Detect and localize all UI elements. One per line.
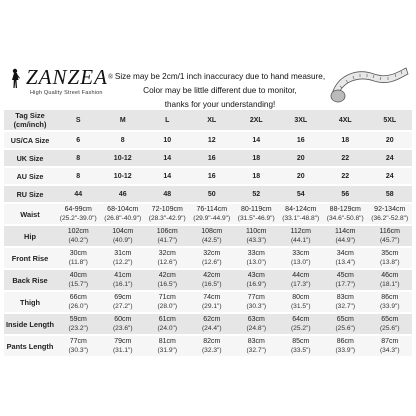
table-row <box>4 168 412 184</box>
inch-value: (34.6"-50.8") <box>326 215 364 222</box>
cm-value: 88-129cm <box>329 206 361 213</box>
table-cell <box>145 270 190 290</box>
inch-value: (40.9") <box>112 237 133 244</box>
inch-value: (40.2") <box>68 237 89 244</box>
row-label: Inside Length <box>4 314 56 334</box>
table-cell: 46 <box>101 186 146 202</box>
cm-value: 86cm <box>381 294 399 301</box>
measuring-tape-icon <box>328 64 410 104</box>
cm-value: 74cm <box>203 294 221 301</box>
table-cell <box>190 248 235 268</box>
table-cell <box>279 204 324 224</box>
inch-value: (29.9"-44.9") <box>193 215 231 222</box>
table-cell <box>56 226 101 246</box>
cm-value: 35cm <box>381 250 399 257</box>
table-row <box>4 292 412 312</box>
cm-value: 30cm <box>69 250 87 257</box>
row-label: Waist <box>4 204 56 224</box>
brand-tagline: High Quality Street Fashion <box>30 90 103 96</box>
inch-value: (13.0") <box>290 259 311 266</box>
table-cell <box>323 226 368 246</box>
table-cell <box>145 292 190 312</box>
cm-value: 65cm <box>381 316 399 323</box>
cm-value: 76-114cm <box>196 206 228 213</box>
table-row <box>4 132 412 148</box>
table-cell: 22 <box>323 150 368 166</box>
table-cell: 20 <box>279 150 324 166</box>
table-cell: 18 <box>234 150 279 166</box>
inch-value: (17.7") <box>335 281 356 288</box>
cm-value: 40cm <box>69 272 87 279</box>
size-header-cell: 2XL <box>234 110 279 130</box>
inch-value: (23.6") <box>112 325 133 332</box>
inch-value: (16.9") <box>246 281 267 288</box>
table-cell <box>234 226 279 246</box>
inch-value: (26.8"-40.9") <box>104 215 142 222</box>
cm-value: 84-124cm <box>285 206 317 213</box>
inch-value: (33.9") <box>379 303 400 310</box>
table-cell <box>145 248 190 268</box>
inch-value: (30.3") <box>246 303 267 310</box>
inch-value: (25.6") <box>379 325 400 332</box>
cm-value: 106cm <box>156 228 178 235</box>
table-cell: 54 <box>279 186 324 202</box>
row-label: Front Rise <box>4 248 56 268</box>
cm-value: 69cm <box>114 294 132 301</box>
table-cell: 48 <box>145 186 190 202</box>
table-cell <box>279 248 324 268</box>
table-cell <box>234 336 279 356</box>
table-cell: 52 <box>234 186 279 202</box>
table-cell <box>190 292 235 312</box>
table-cell: 22 <box>323 168 368 184</box>
inch-value: (32.7") <box>335 303 356 310</box>
table-cell: 14 <box>145 150 190 166</box>
cm-value: 31cm <box>114 250 132 257</box>
inch-value: (31.5") <box>290 303 311 310</box>
table-cell <box>56 314 101 334</box>
cm-value: 80cm <box>292 294 310 301</box>
table-cell: 24 <box>368 150 413 166</box>
inch-value: (25.2") <box>290 325 311 332</box>
table-cell <box>190 336 235 356</box>
size-header-cell: 5XL <box>368 110 413 130</box>
cm-value: 60cm <box>114 316 132 323</box>
table-cell <box>190 270 235 290</box>
table-cell <box>368 226 413 246</box>
size-notice <box>110 70 330 112</box>
inch-value: (16.1") <box>112 281 133 288</box>
cm-value: 66cm <box>69 294 87 301</box>
inch-value: (36.2"-52.8") <box>371 215 409 222</box>
cm-value: 46cm <box>381 272 399 279</box>
table-cell <box>145 336 190 356</box>
table-cell <box>368 248 413 268</box>
table-cell <box>234 314 279 334</box>
cm-value: 65cm <box>336 316 354 323</box>
table-cell: 10-12 <box>101 150 146 166</box>
cm-value: 92-134cm <box>374 206 406 213</box>
row-label: Back Rise <box>4 270 56 290</box>
inch-value: (13.0") <box>246 259 267 266</box>
inch-value: (43.3") <box>246 237 267 244</box>
table-cell: 58 <box>368 186 413 202</box>
table-row <box>4 150 412 166</box>
inch-value: (31.9") <box>157 347 178 354</box>
cm-value: 85cm <box>292 338 310 345</box>
row-label: Thigh <box>4 292 56 312</box>
size-header-cell: L <box>145 110 190 130</box>
table-cell <box>323 204 368 224</box>
notice-line: thanks for your understanding! <box>164 100 276 109</box>
cm-value: 110cm <box>246 228 267 235</box>
size-chart-table <box>4 108 412 358</box>
cm-value: 71cm <box>158 294 176 301</box>
inch-value: (45.7") <box>379 237 400 244</box>
size-header-cell: S <box>56 110 101 130</box>
cm-value: 32cm <box>158 250 176 257</box>
table-row <box>4 186 412 202</box>
inch-value: (23.2") <box>68 325 89 332</box>
inch-value: (32.7") <box>246 347 267 354</box>
table-cell <box>368 314 413 334</box>
cm-value: 64-99cm <box>64 206 92 213</box>
cm-value: 79cm <box>114 338 132 345</box>
inch-value: (29.1") <box>201 303 222 310</box>
table-cell <box>101 248 146 268</box>
cm-value: 62cm <box>203 316 221 323</box>
cm-value: 44cm <box>292 272 310 279</box>
inch-value: (32.3") <box>201 347 222 354</box>
cm-value: 81cm <box>158 338 176 345</box>
cm-value: 108cm <box>201 228 223 235</box>
table-cell: 50 <box>190 186 235 202</box>
table-cell <box>101 204 146 224</box>
cm-value: 63cm <box>247 316 265 323</box>
cm-value: 114cm <box>335 228 356 235</box>
cm-value: 82cm <box>203 338 221 345</box>
table-cell <box>323 248 368 268</box>
table-row <box>4 226 412 246</box>
table-cell <box>145 204 190 224</box>
cm-value: 34cm <box>336 250 354 257</box>
cm-value: 80-119cm <box>240 206 272 213</box>
inch-value: (16.5") <box>201 281 222 288</box>
row-label: Hip <box>4 226 56 246</box>
table-cell <box>234 204 279 224</box>
inch-value: (24.4") <box>201 325 222 332</box>
table-row <box>4 204 412 224</box>
cm-value: 32cm <box>203 250 221 257</box>
size-header-cell: 3XL <box>279 110 324 130</box>
cm-value: 59cm <box>69 316 87 323</box>
table-cell <box>234 292 279 312</box>
cm-value: 45cm <box>336 272 354 279</box>
table-cell <box>101 226 146 246</box>
cm-value: 64cm <box>292 316 310 323</box>
cm-value: 83cm <box>247 338 265 345</box>
table-cell <box>145 226 190 246</box>
table-cell: 56 <box>323 186 368 202</box>
cm-value: 33cm <box>292 250 310 257</box>
cm-value: 72-109cm <box>151 206 183 213</box>
inch-value: (41.7") <box>157 237 178 244</box>
cm-value: 83cm <box>336 294 354 301</box>
cm-value: 42cm <box>203 272 221 279</box>
table-cell: 10 <box>145 132 190 148</box>
row-label: RU Size <box>4 186 56 202</box>
table-cell <box>234 270 279 290</box>
table-cell <box>101 292 146 312</box>
header <box>0 0 416 108</box>
row-label: Pants Length <box>4 336 56 356</box>
cm-value: 68-104cm <box>107 206 139 213</box>
table-cell: 10-12 <box>101 168 146 184</box>
table-cell <box>368 270 413 290</box>
cm-value: 43cm <box>247 272 265 279</box>
table-cell <box>56 336 101 356</box>
notice-line: Color may be little different due to monitor, <box>143 86 297 95</box>
inch-value: (44.9") <box>335 237 356 244</box>
cm-value: 61cm <box>158 316 176 323</box>
inch-value: (33.5") <box>290 347 311 354</box>
table-cell: 16 <box>190 150 235 166</box>
table-cell: 14 <box>145 168 190 184</box>
table-cell: 20 <box>368 132 413 148</box>
table-cell: 18 <box>234 168 279 184</box>
notice-line: Size may be 2cm/1 inch inaccuracy due to hand measure, <box>114 72 326 81</box>
inch-value: (26.0") <box>68 303 89 310</box>
row-label: Tag Size (cm/inch) <box>4 110 56 130</box>
table-row <box>4 336 412 356</box>
inch-value: (25.2"-39.0") <box>59 215 97 222</box>
inch-value: (42.5") <box>201 237 222 244</box>
cm-value: 77cm <box>247 294 265 301</box>
table-cell <box>56 270 101 290</box>
table-cell: 44 <box>56 186 101 202</box>
table-cell <box>234 248 279 268</box>
row-label: US/CA Size <box>4 132 56 148</box>
cm-value: 77cm <box>69 338 87 345</box>
table-cell: 20 <box>279 168 324 184</box>
table-cell: 12 <box>190 132 235 148</box>
table-cell <box>368 336 413 356</box>
inch-value: (24.0") <box>157 325 178 332</box>
inch-value: (12.6") <box>157 259 178 266</box>
size-header-cell: 4XL <box>323 110 368 130</box>
table-row <box>4 110 412 130</box>
inch-value: (13.4") <box>335 259 356 266</box>
table-cell <box>190 314 235 334</box>
table-cell: 16 <box>279 132 324 148</box>
table-cell <box>56 204 101 224</box>
table-cell <box>190 204 235 224</box>
cm-value: 42cm <box>158 272 176 279</box>
cm-value: 86cm <box>336 338 354 345</box>
table-cell <box>279 292 324 312</box>
inch-value: (33.9") <box>335 347 356 354</box>
table-cell: 6 <box>56 132 101 148</box>
cm-value: 104cm <box>112 228 134 235</box>
table-cell <box>101 270 146 290</box>
table-cell <box>323 336 368 356</box>
table-cell: 8 <box>101 132 146 148</box>
table-cell <box>323 292 368 312</box>
table-cell <box>56 248 101 268</box>
table-cell <box>279 270 324 290</box>
inch-value: (11.8") <box>68 259 88 266</box>
inch-value: (15.7") <box>68 281 89 288</box>
row-label: UK Size <box>4 150 56 166</box>
table-cell <box>101 336 146 356</box>
table-cell <box>145 314 190 334</box>
inch-value: (17.3") <box>290 281 311 288</box>
inch-value: (30.3") <box>68 347 89 354</box>
inch-value: (18.1") <box>379 281 400 288</box>
brand-logo: ZANZEA® <box>26 65 115 89</box>
inch-value: (12.2") <box>112 259 133 266</box>
cm-value: 112cm <box>290 228 311 235</box>
cm-value: 102cm <box>67 228 89 235</box>
table-cell <box>190 226 235 246</box>
table-row <box>4 248 412 268</box>
inch-value: (31.1") <box>112 347 133 354</box>
inch-value: (24.8") <box>246 325 267 332</box>
cm-value: 33cm <box>247 250 265 257</box>
table-cell <box>323 314 368 334</box>
inch-value: (25.6") <box>335 325 356 332</box>
table-cell: 8 <box>56 168 101 184</box>
table-cell: 16 <box>190 168 235 184</box>
inch-value: (34.3") <box>379 347 400 354</box>
table-row <box>4 314 412 334</box>
table-cell <box>56 292 101 312</box>
inch-value: (28.3"-42.9") <box>148 215 186 222</box>
cm-value: 116cm <box>379 228 400 235</box>
table-cell: 8 <box>56 150 101 166</box>
table-cell <box>101 314 146 334</box>
row-label: AU Size <box>4 168 56 184</box>
inch-value: (13.8") <box>379 259 400 266</box>
inch-value: (12.6") <box>201 259 222 266</box>
cm-value: 87cm <box>381 338 399 345</box>
table-cell <box>279 226 324 246</box>
table-cell <box>368 292 413 312</box>
cm-value: 41cm <box>114 272 132 279</box>
table-row <box>4 270 412 290</box>
table-cell <box>279 314 324 334</box>
table-cell: 24 <box>368 168 413 184</box>
table-cell: 18 <box>323 132 368 148</box>
table-cell <box>368 204 413 224</box>
size-header-cell: M <box>101 110 146 130</box>
table-cell <box>279 336 324 356</box>
table-cell <box>323 270 368 290</box>
table-cell: 14 <box>234 132 279 148</box>
inch-value: (31.5"-46.9") <box>237 215 275 222</box>
size-header-cell: XL <box>190 110 235 130</box>
inch-value: (44.1") <box>290 237 311 244</box>
inch-value: (16.5") <box>157 281 178 288</box>
inch-value: (28.0") <box>157 303 178 310</box>
inch-value: (27.2") <box>112 303 133 310</box>
inch-value: (33.1"-48.8") <box>282 215 320 222</box>
